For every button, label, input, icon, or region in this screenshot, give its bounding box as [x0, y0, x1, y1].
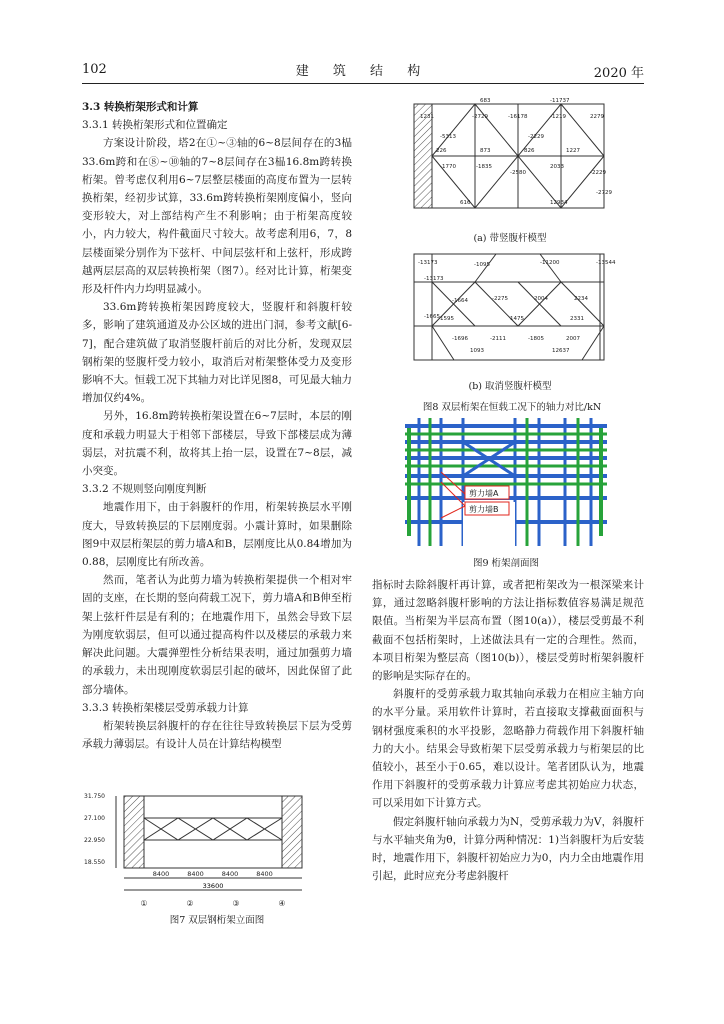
right-paragraph-1: 斜腹杆的受剪承载力取其轴向承载力在相应主轴方向的水平分量。采用软件计算时，若直接取支撑截面面积与钢材强度乘积的水平投影，忽略静力荷载作用下斜腹杆轴力的大小。结果会导致桁架下层受剪承载力与桁架层的比值较小，甚至小于0.65，难以设计。笔者团队认为，地震作用下斜腹杆的受剪承载力计算应考虑其初始应力状态，可以采用如下计算方式。	[372, 688, 644, 810]
fig8a-diagram	[400, 94, 620, 220]
fig8b-labels-label: 2331	[570, 316, 584, 322]
fig8a-labels-label: -5313	[440, 134, 456, 140]
year: 2020 年	[593, 66, 644, 81]
fig7-axes-label: ③	[232, 899, 240, 908]
fig7-levels-label: 27.100	[84, 815, 105, 822]
fig8a-labels-label: -2229	[528, 134, 544, 140]
fig8a-labels-label: -2229	[590, 170, 606, 176]
fig9-diagram	[405, 418, 607, 546]
fig8a-labels-label: -1219	[550, 114, 566, 120]
left-paragraph-6: 地震作用下，由于斜腹杆的作用，桁架转换层水平刚度大，导致转换层的下层刚度弱。小震计算时，如果删除图9中双层桁架层的剪力墙A和B，层刚度比从0.84增加为0.88，层刚度比有所改善。	[82, 501, 352, 569]
fig8a-labels-label: -1770	[440, 164, 456, 170]
left-paragraph-5: 3.3.2 不规则竖向刚度判断	[82, 483, 207, 496]
fig8b-labels-label: 1595	[440, 316, 454, 322]
left-paragraph-1: 3.3.1 转换桁架形式和位置确定	[82, 119, 228, 132]
left-column	[82, 98, 352, 753]
fig7-axes-label: ④	[278, 899, 286, 908]
fig7-spans-label: 8400	[221, 870, 239, 878]
fig8a-labels-label: -1835	[476, 164, 492, 170]
fig8b-labels-label: -2275	[492, 296, 508, 302]
fig8b-labels-label: -13173	[418, 260, 438, 266]
right-column	[372, 576, 644, 885]
fig8b-labels-label: -1095	[474, 262, 490, 268]
fig8b-labels-label: -13544	[596, 260, 616, 266]
left-paragraph-8: 3.3.3 转换桁架楼层受剪承载力计算	[82, 701, 249, 714]
left-paragraph-0: 3.3 转换桁架形式和计算	[82, 101, 199, 113]
fig8a-labels-label: -2729	[596, 190, 612, 196]
fig8a-labels-label: 826	[524, 148, 535, 154]
fig8a-labels-label: 1227	[566, 148, 580, 154]
fig8b-labels-label: -2111	[490, 336, 506, 342]
fig7-total: 33600	[202, 882, 224, 890]
page-number: 102	[82, 62, 107, 77]
fig8a-labels-label: -16178	[508, 114, 528, 120]
left-paragraph-7: 然而，笔者认为此剪力墙为转换桁架提供一个相对牢固的支座，在长期的竖向荷载工况下，剪力墙A和B伸至桁架上弦杆件层是有利的；在地震作用下，虽然会导致下层为刚度软弱层，但可以通过提高构件以及楼层的承载力来解决此问题。大震弹塑性分析结果表明，通过加强剪力墙的承载力，未出现刚度软弱层引起的破坏，因此保留了此部分墙体。	[82, 574, 352, 696]
shear-wall-a-label: 剪力墙A	[469, 489, 499, 498]
fig8b-labels-label: -1805	[528, 336, 544, 342]
left-paragraph-3: 33.6m跨转换桁架因跨度较大，竖腹杆和斜腹杆较多，影响了建筑通道及办公区域的进出门洞，参考文献[6-7]，配合建筑做了取消竖腹杆前后的对比分析，发现双层钢桁架的竖腹杆受力较小，取消后对桁架整体受力及变形影响不大。恒载工况下其轴力对比详见图8，可见最大轴力增加仅约4%。	[82, 301, 352, 405]
fig7-levels-label: 18.550	[84, 859, 105, 866]
fig8a-labels-label: -2729	[472, 114, 488, 120]
fig7-levels-label: 22.950	[84, 837, 105, 844]
fig7-diagram	[82, 790, 352, 912]
fig7-spans-label: 8400	[256, 870, 273, 878]
shear-wall-b-label: 剪力墙B	[469, 505, 499, 514]
fig9-caption: 图9 桁架剖面图	[472, 558, 540, 569]
fig8b-labels-label: -1664	[452, 298, 468, 304]
fig8b-labels-label: -13173	[424, 276, 444, 282]
fig8a-labels-label: 226	[436, 148, 447, 154]
left-paragraph-2: 方案设计阶段，塔2在①~③轴的6~8层间存在的3榀33.6m跨和在⑧~⑩轴的7~8层间存在3榀16.8m跨转换桁架。曾考虑仅利用6~7层整层楼面的高度布置为一层转换桁架，经初步试算，33.6m跨转换桁架刚度偏小，竖向变形较大，对上部结构产生不利影响；由于桁架高度较小，内力较大，构件截面尺寸较大。故考虑利用6，7，8层楼面梁分别作为下弦杆、中间层弦杆和上弦杆，形成跨越两层层高的双层转换桁架（图7）。经对比计算，桁架变形及杆件内力均明显减小。	[82, 137, 352, 296]
fig8a-labels-label: 2279	[590, 114, 604, 120]
fig8a-labels-label: 1231	[420, 114, 434, 120]
fig8b-labels-label: 2004	[534, 296, 548, 302]
fig8b-labels-label: -1665	[424, 314, 440, 320]
left-paragraph-4: 另外，16.8m跨转换桁架设置在6~7层时，本层的刚度和承载力明显大于相邻下部楼层，导致下部楼层成为薄弱层，对抗震不利，故将其上抬一层，设置在7~8层，减小突变。	[82, 410, 352, 478]
page-header	[82, 60, 644, 80]
fig8b-labels-label: 2234	[574, 296, 588, 302]
fig7-caption: 图7 双层钢桁架立面图	[169, 915, 265, 926]
fig7-axes-label: ①	[140, 899, 148, 908]
fig8a-labels-label: 873	[480, 148, 491, 154]
fig8b-labels-label: -11200	[540, 260, 560, 266]
fig8b-labels-label: 2007	[566, 336, 580, 342]
journal-title: 建 筑 结 构	[295, 64, 431, 79]
fig8a-labels-label: -11737	[550, 98, 570, 104]
fig8b-labels-label: 1475	[510, 316, 524, 322]
fig7-spans-label: 8400	[187, 870, 204, 878]
fig8a-labels-label: 2033	[550, 164, 564, 170]
right-paragraph-0: 指标时去除斜腹杆再计算，或者把桁架改为一根深梁来计算，通过忽略斜腹杆影响的方法让指标数值容易满足规范限值。当桁架为半层高布置（图10(a)），楼层受剪最不利截面不包括桁架时，上述做法具有一定的合理性。然而，本项目桁架为整层高（图10(b)），楼层受剪时桁架斜腹杆的影响是实际存在的。	[372, 579, 644, 683]
fig8b-labels-label: 12637	[552, 348, 570, 354]
fig8b-diagram	[400, 244, 620, 372]
fig8-caption: 图8 双层桁架在恒载工况下的轴力对比/kN	[422, 402, 602, 413]
fig8a-labels-label: -2580	[510, 170, 526, 176]
fig7-axes-label: ②	[186, 899, 194, 908]
fig8b-caption: (b) 取消竖腹杆模型	[468, 381, 552, 392]
fig8a-labels-label: 12934	[550, 200, 568, 206]
header-rule	[82, 83, 644, 84]
fig8a-labels-label: 683	[480, 98, 491, 104]
fig8b-labels-label: -1696	[452, 336, 468, 342]
fig8a-labels-label: 616	[460, 200, 471, 206]
right-paragraph-2: 假定斜腹杆轴向承载力为N，受剪承载力为V，斜腹杆与水平轴夹角为θ，计算分两种情况：1)当斜腹杆为后安装时，地震作用下，斜腹杆初始应力为0，内力全由地震作用引起，此时应充分考虑斜腹杆	[372, 815, 644, 883]
left-paragraph-9: 桁架转换层斜腹杆的存在往往导致转换层下层为受剪承载力薄弱层。有设计人员在计算结构模型	[82, 719, 352, 751]
fig7-levels-label: 31.750	[84, 793, 105, 800]
fig8b-labels-label: 1093	[470, 348, 484, 354]
fig8a-caption: (a) 带竖腹杆模型	[473, 233, 547, 244]
fig7-spans-label: 8400	[152, 870, 170, 878]
